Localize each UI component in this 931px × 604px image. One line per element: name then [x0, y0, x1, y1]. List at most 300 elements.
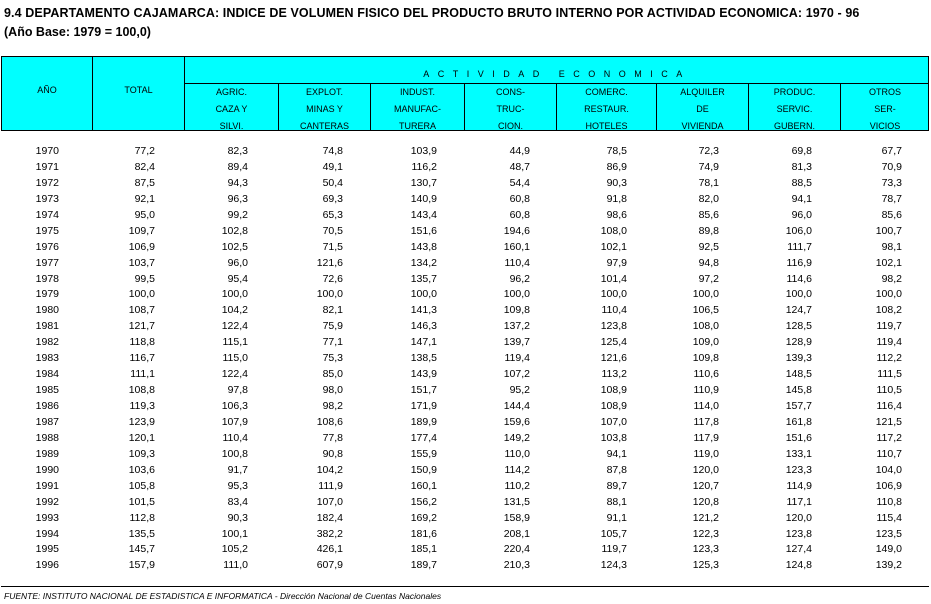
value-cell: 96,0: [791, 208, 812, 221]
value-cell: 111,5: [877, 368, 902, 381]
table-row: [0, 224, 931, 240]
value-cell: 99,2: [227, 208, 248, 221]
value-cell: 101,5: [128, 495, 155, 508]
value-cell: 70,5: [322, 224, 343, 237]
value-cell: 77,2: [134, 145, 155, 157]
value-cell: 102,1: [875, 256, 902, 269]
value-cell: 102,8: [221, 224, 248, 237]
table-row: [0, 463, 931, 479]
header-produc: [749, 84, 840, 135]
header-line: CAZA Y: [215, 104, 248, 114]
value-cell: 85,6: [881, 208, 902, 221]
header-line: DE: [696, 104, 709, 114]
value-cell: 60,8: [509, 208, 530, 221]
value-cell: 151,6: [785, 431, 812, 444]
value-cell: 111,7: [787, 240, 812, 253]
value-cell: 100,0: [410, 288, 437, 301]
value-cell: 109,7: [128, 224, 155, 237]
header-line: ALQUILER: [680, 87, 725, 97]
value-cell: 148,5: [785, 368, 812, 381]
value-cell: 149,0: [875, 543, 902, 556]
value-cell: 110,2: [504, 479, 530, 492]
table-row: [0, 511, 931, 527]
value-cell: 135,5: [128, 527, 155, 540]
value-cell: 158,9: [503, 511, 530, 524]
header-year: AÑO: [37, 85, 57, 95]
table-row: [0, 351, 931, 367]
table-row: [0, 240, 931, 256]
header-line: COMERC.: [585, 87, 628, 97]
value-cell: 114,0: [693, 400, 719, 412]
value-cell: 90,3: [227, 511, 248, 524]
table-row: [0, 399, 931, 415]
value-cell: 137,2: [503, 320, 530, 333]
value-cell: 106,3: [221, 400, 248, 412]
value-cell: 134,2: [410, 256, 437, 269]
header-total: TOTAL: [124, 85, 153, 95]
value-cell: 119,7: [601, 543, 627, 556]
value-cell: 189,9: [410, 415, 437, 428]
header-line: SILVI.: [219, 121, 244, 131]
value-cell: 119,4: [876, 336, 902, 349]
table-row: [0, 558, 931, 574]
value-cell: 181,6: [410, 527, 437, 540]
value-cell: 95,4: [227, 272, 248, 285]
value-cell: 607,9: [316, 559, 343, 572]
value-cell: 87,5: [134, 176, 155, 189]
table-row: [0, 527, 931, 543]
value-cell: 70,9: [881, 160, 902, 173]
value-cell: 123,8: [600, 320, 627, 333]
value-cell: 131,5: [503, 495, 530, 508]
value-cell: 91,8: [606, 192, 627, 205]
value-cell: 102,1: [600, 240, 627, 253]
value-cell: 155,9: [410, 447, 437, 460]
header-line: PRODUC.: [773, 87, 816, 97]
value-cell: 139,2: [875, 559, 902, 572]
value-cell: 89,7: [606, 479, 627, 492]
header-construccion: [465, 84, 556, 135]
value-cell: 189,7: [410, 559, 437, 572]
value-cell: 116,9: [786, 256, 812, 269]
value-cell: 44,9: [509, 145, 530, 157]
header-line: VIVIENDA: [681, 121, 724, 131]
value-cell: 103,6: [128, 463, 155, 476]
value-cell: 133,1: [785, 447, 812, 460]
value-cell: 159,6: [503, 415, 530, 428]
value-cell: 69,3: [322, 192, 343, 205]
year-cell: 1980: [35, 304, 59, 317]
value-cell: 90,3: [606, 176, 627, 189]
value-cell: 69,8: [791, 145, 812, 157]
value-cell: 75,9: [322, 320, 343, 333]
value-cell: 149,2: [503, 431, 530, 444]
value-cell: 127,4: [785, 543, 812, 556]
value-cell: 108,9: [600, 400, 627, 412]
value-cell: 82,0: [698, 192, 719, 205]
year-cell: 1972: [35, 176, 59, 189]
value-cell: 116,7: [129, 352, 155, 365]
table-row: [0, 495, 931, 511]
value-cell: 122,4: [221, 320, 248, 333]
value-cell: 116,4: [876, 400, 902, 412]
value-cell: 92,1: [134, 192, 155, 205]
value-cell: 110,4: [504, 256, 530, 269]
value-cell: 210,3: [503, 559, 530, 572]
value-cell: 111,0: [223, 559, 248, 572]
header-line: VICIOS: [869, 121, 901, 131]
value-cell: 117,8: [693, 415, 719, 428]
value-cell: 108,6: [316, 415, 343, 428]
value-cell: 113,2: [601, 368, 627, 381]
value-cell: 71,5: [322, 240, 343, 253]
value-cell: 77,8: [322, 431, 343, 444]
value-cell: 98,2: [881, 272, 902, 285]
value-cell: 108,8: [128, 384, 155, 397]
table-body: [0, 144, 931, 574]
value-cell: 94,1: [606, 447, 627, 460]
table-row: [0, 272, 931, 288]
table-row: [0, 176, 931, 192]
value-cell: 114,6: [786, 272, 812, 285]
value-cell: 100,0: [600, 288, 627, 301]
value-cell: 156,2: [410, 495, 437, 508]
header-line: INDUST.: [399, 87, 435, 97]
value-cell: 119,0: [693, 447, 719, 460]
value-cell: 81,3: [791, 160, 812, 173]
value-cell: 82,1: [322, 304, 343, 317]
value-cell: 143,8: [410, 240, 437, 253]
value-cell: 147,1: [410, 336, 437, 349]
value-cell: 128,9: [785, 336, 812, 349]
value-cell: 169,2: [410, 511, 437, 524]
table-row: [0, 383, 931, 399]
value-cell: 121,6: [316, 256, 343, 269]
page-subtitle: (Año Base: 1979 = 100,0): [4, 25, 151, 39]
table-row: [0, 542, 931, 558]
value-cell: 103,7: [128, 256, 155, 269]
year-cell: 1977: [35, 256, 59, 269]
value-cell: 426,1: [316, 543, 343, 556]
value-cell: 115,1: [222, 336, 248, 349]
value-cell: 100,0: [875, 288, 902, 301]
value-cell: 144,4: [503, 400, 530, 412]
value-cell: 109,3: [128, 447, 155, 460]
value-cell: 110,9: [693, 384, 719, 397]
value-cell: 125,4: [600, 336, 627, 349]
value-cell: 100,8: [221, 447, 248, 460]
year-cell: 1974: [35, 208, 59, 221]
header-comerc: [557, 84, 656, 135]
year-cell: 1991: [35, 479, 59, 492]
year-cell: 1978: [35, 272, 59, 285]
table-row: [0, 335, 931, 351]
value-cell: 78,5: [606, 145, 627, 157]
value-cell: 98,2: [322, 400, 343, 412]
value-cell: 220,4: [503, 543, 530, 556]
value-cell: 114,9: [786, 479, 812, 492]
value-cell: 150,9: [410, 463, 437, 476]
page-title: 9.4 DEPARTAMENTO CAJAMARCA: INDICE DE VOLUMEN FISICO DEL PRODUCTO BRUTO INTERNO POR ACTIVIDAD ECONOMICA: 1970 - 96: [4, 6, 860, 20]
header-line: CION.: [497, 121, 523, 131]
value-cell: 95,0: [134, 208, 155, 221]
value-cell: 182,4: [316, 511, 343, 524]
value-cell: 95,3: [227, 479, 248, 492]
value-cell: 65,3: [322, 208, 343, 221]
value-cell: 120,0: [785, 511, 812, 524]
year-cell: 1970: [35, 145, 59, 157]
value-cell: 97,2: [698, 272, 719, 285]
value-cell: 108,0: [600, 224, 627, 237]
value-cell: 75,3: [322, 352, 343, 365]
value-cell: 96,0: [227, 256, 248, 269]
value-cell: 96,2: [509, 272, 530, 285]
value-cell: 100,0: [785, 288, 812, 301]
table-row: [0, 415, 931, 431]
year-cell: 1988: [35, 431, 59, 444]
value-cell: 85,6: [698, 208, 719, 221]
value-cell: 82,4: [134, 160, 155, 173]
value-cell: 145,8: [785, 384, 812, 397]
value-cell: 139,7: [503, 336, 530, 349]
value-cell: 78,7: [881, 192, 902, 205]
value-cell: 185,1: [410, 543, 437, 556]
value-cell: 106,9: [875, 479, 902, 492]
value-cell: 96,3: [227, 192, 248, 205]
value-cell: 78,1: [698, 176, 719, 189]
value-cell: 107,0: [600, 415, 627, 428]
table-row: [0, 192, 931, 208]
value-cell: 128,5: [785, 320, 812, 333]
value-cell: 110,0: [504, 447, 530, 460]
value-cell: 104,2: [316, 463, 343, 476]
value-cell: 122,4: [221, 368, 248, 381]
value-cell: 123,3: [692, 543, 719, 556]
value-cell: 115,4: [876, 511, 902, 524]
value-cell: 123,9: [128, 415, 155, 428]
value-cell: 98,6: [606, 208, 627, 221]
value-cell: 108,9: [600, 384, 627, 397]
footer-divider: [1, 586, 929, 587]
value-cell: 54,4: [509, 176, 530, 189]
value-cell: 97,9: [606, 256, 627, 269]
value-cell: 112,2: [876, 352, 902, 365]
year-cell: 1994: [35, 527, 59, 540]
value-cell: 49,1: [322, 160, 343, 173]
value-cell: 125,3: [692, 559, 719, 572]
value-cell: 87,8: [606, 463, 627, 476]
value-cell: 120,8: [692, 495, 719, 508]
value-cell: 77,1: [322, 336, 343, 349]
table-row: [0, 447, 931, 463]
year-cell: 1996: [35, 559, 59, 572]
header-line: MANUFAC-: [394, 104, 441, 114]
value-cell: 98,0: [322, 384, 343, 397]
value-cell: 120,7: [692, 479, 719, 492]
value-cell: 97,8: [227, 384, 248, 397]
header-line: CANTERAS: [299, 121, 349, 131]
year-cell: 1979: [35, 288, 59, 301]
value-cell: 105,7: [600, 527, 627, 540]
header-line: MINAS Y: [306, 104, 343, 114]
table-header: [1, 56, 929, 131]
value-cell: 100,0: [316, 288, 343, 301]
value-cell: 111,9: [318, 479, 343, 492]
year-cell: 1989: [35, 447, 59, 460]
value-cell: 85,0: [322, 368, 343, 381]
source-note: FUENTE: INSTITUTO NACIONAL DE ESTADISTICA E INFORMATICA - Dirección Nacional de Cuentas Nacionales: [4, 591, 442, 601]
value-cell: 106,9: [128, 240, 155, 253]
value-cell: 72,6: [322, 272, 343, 285]
header-group-actividad-economica: ACTIVIDAD ECONOMICA: [423, 69, 691, 79]
value-cell: 382,2: [316, 527, 343, 540]
value-cell: 112,8: [129, 511, 155, 524]
value-cell: 110,8: [876, 495, 902, 508]
value-cell: 103,9: [410, 145, 437, 157]
value-cell: 95,2: [509, 384, 530, 397]
value-cell: 145,7: [128, 543, 155, 556]
value-cell: 92,5: [698, 240, 719, 253]
value-cell: 94,3: [227, 176, 248, 189]
value-cell: 157,9: [128, 559, 155, 572]
value-cell: 130,7: [410, 176, 437, 189]
value-cell: 135,7: [410, 272, 437, 285]
value-cell: 117,9: [693, 431, 719, 444]
value-cell: 117,1: [786, 495, 812, 508]
value-cell: 143,9: [410, 368, 437, 381]
value-cell: 160,1: [503, 240, 530, 253]
header-line: GUBERN.: [773, 121, 815, 131]
year-cell: 1971: [35, 160, 59, 173]
value-cell: 119,4: [504, 352, 530, 365]
value-cell: 157,7: [785, 400, 812, 412]
value-cell: 100,7: [875, 224, 902, 237]
value-cell: 105,2: [221, 543, 248, 556]
value-cell: 123,5: [875, 527, 902, 540]
header-line: CONS-: [496, 87, 525, 97]
value-cell: 100,1: [221, 527, 248, 540]
year-cell: 1984: [35, 368, 59, 381]
value-cell: 124,8: [785, 559, 812, 572]
year-cell: 1995: [35, 543, 59, 556]
value-cell: 91,1: [606, 511, 627, 524]
value-cell: 121,2: [692, 511, 719, 524]
value-cell: 94,1: [791, 192, 812, 205]
table-row: [0, 319, 931, 335]
header-line: HOTELES: [585, 121, 628, 131]
table-row: [0, 287, 931, 303]
value-cell: 108,7: [128, 304, 155, 317]
value-cell: 73,3: [881, 176, 902, 189]
value-cell: 124,3: [600, 559, 627, 572]
value-cell: 121,6: [600, 352, 627, 365]
year-cell: 1982: [35, 336, 59, 349]
year-cell: 1990: [35, 463, 59, 476]
value-cell: 151,6: [410, 224, 437, 237]
year-cell: 1986: [35, 400, 59, 412]
year-cell: 1983: [35, 352, 59, 365]
table-row: [0, 256, 931, 272]
value-cell: 117,2: [876, 431, 902, 444]
value-cell: 124,7: [785, 304, 812, 317]
header-explot: [279, 84, 370, 135]
value-cell: 177,4: [410, 431, 437, 444]
value-cell: 108,2: [875, 304, 902, 317]
table-row: [0, 367, 931, 383]
value-cell: 110,7: [876, 447, 902, 460]
value-cell: 90,8: [322, 447, 343, 460]
value-cell: 110,4: [222, 431, 248, 444]
value-cell: 88,1: [606, 495, 627, 508]
value-cell: 107,9: [221, 415, 248, 428]
value-cell: 114,2: [504, 463, 530, 476]
value-cell: 103,8: [600, 431, 627, 444]
value-cell: 106,0: [785, 224, 812, 237]
value-cell: 89,8: [698, 224, 719, 237]
value-cell: 161,8: [785, 415, 812, 428]
year-cell: 1976: [35, 240, 59, 253]
header-line: SER-: [874, 104, 896, 114]
value-cell: 102,5: [221, 240, 248, 253]
value-cell: 91,7: [227, 463, 248, 476]
value-cell: 74,8: [322, 145, 343, 157]
value-cell: 100,0: [503, 288, 530, 301]
value-cell: 98,1: [881, 240, 902, 253]
value-cell: 67,7: [881, 145, 902, 157]
value-cell: 171,9: [410, 400, 437, 412]
header-otros: [841, 84, 929, 135]
header-indust: [371, 84, 464, 135]
year-cell: 1987: [35, 415, 59, 428]
year-cell: 1985: [35, 384, 59, 397]
value-cell: 139,3: [785, 352, 812, 365]
value-cell: 88,5: [791, 176, 812, 189]
table-row: [0, 303, 931, 319]
value-cell: 138,5: [410, 352, 437, 365]
value-cell: 100,0: [128, 288, 155, 301]
value-cell: 111,1: [130, 368, 155, 381]
value-cell: 82,3: [227, 145, 248, 157]
table-row: [0, 431, 931, 447]
value-cell: 104,2: [221, 304, 248, 317]
value-cell: 116,2: [411, 160, 437, 173]
year-cell: 1992: [35, 495, 59, 508]
value-cell: 123,8: [785, 527, 812, 540]
value-cell: 109,8: [692, 352, 719, 365]
header-line: EXPLOT.: [305, 87, 343, 97]
value-cell: 118,8: [129, 336, 155, 349]
value-cell: 146,3: [410, 320, 437, 333]
value-cell: 60,8: [509, 192, 530, 205]
value-cell: 100,0: [221, 288, 248, 301]
value-cell: 100,0: [692, 288, 719, 301]
value-cell: 121,5: [875, 415, 902, 428]
value-cell: 109,0: [692, 336, 719, 349]
value-cell: 119,7: [876, 320, 902, 333]
value-cell: 121,7: [128, 320, 155, 333]
value-cell: 48,7: [509, 160, 530, 173]
value-cell: 119,3: [129, 400, 155, 412]
header-line: TRUC-: [496, 104, 525, 114]
value-cell: 104,0: [875, 463, 902, 476]
year-cell: 1975: [35, 224, 59, 237]
header-line: TURERA: [398, 121, 436, 131]
value-cell: 194,6: [503, 224, 530, 237]
value-cell: 115,0: [222, 352, 248, 365]
value-cell: 120,0: [692, 463, 719, 476]
value-cell: 106,5: [692, 304, 719, 317]
header-line: RESTAUR.: [584, 104, 629, 114]
